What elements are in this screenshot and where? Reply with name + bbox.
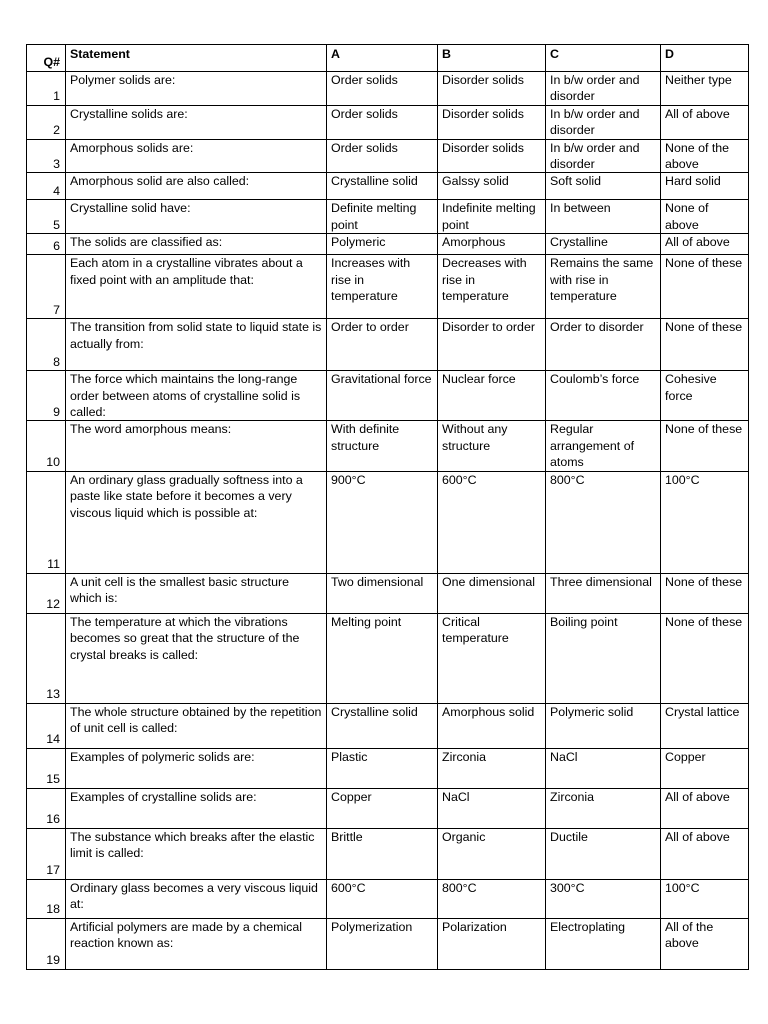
question-number: 15 [27, 748, 66, 788]
option-c: Zirconia [546, 788, 661, 828]
option-c: Three dimensional [546, 573, 661, 613]
option-b: Polarization [438, 918, 546, 969]
question-row [27, 371, 749, 421]
question-statement: Amorphous solid are also called: [66, 173, 327, 200]
question-row [27, 613, 749, 703]
option-a: Crystalline solid [327, 703, 438, 748]
question-row [27, 879, 749, 918]
header-option-c: C [546, 45, 661, 72]
question-row [27, 703, 749, 748]
question-row [27, 173, 749, 200]
option-c: In b/w order and disorder [546, 72, 661, 106]
question-statement: Examples of polymeric solids are: [66, 748, 327, 788]
question-row [27, 573, 749, 613]
option-a: Definite melting point [327, 200, 438, 234]
option-b: Disorder to order [438, 319, 546, 371]
option-b: Nuclear force [438, 371, 546, 421]
option-c: Polymeric solid [546, 703, 661, 748]
option-d: None of these [661, 573, 749, 613]
question-row [27, 918, 749, 969]
option-a: 600°C [327, 879, 438, 918]
option-a: Order solids [327, 72, 438, 106]
option-c: Crystalline [546, 234, 661, 255]
question-number: 3 [27, 139, 66, 173]
option-a: Increases with rise in temperature [327, 255, 438, 319]
question-number: 9 [27, 371, 66, 421]
question-row [27, 748, 749, 788]
header-row [27, 45, 749, 72]
question-statement: An ordinary glass gradually softness into a paste like state before it becomes a very viscous liquid which is possible at: [66, 471, 327, 573]
question-statement: The force which maintains the long-range order between atoms of crystalline solid is called: [66, 371, 327, 421]
header-option-d: D [661, 45, 749, 72]
option-c: In b/w order and disorder [546, 105, 661, 139]
option-b: One dimensional [438, 573, 546, 613]
option-c: Soft solid [546, 173, 661, 200]
option-c: Regular arrangement of atoms [546, 421, 661, 471]
question-number: 1 [27, 72, 66, 106]
question-number: 17 [27, 828, 66, 879]
question-statement: A unit cell is the smallest basic structure which is: [66, 573, 327, 613]
option-c: NaCl [546, 748, 661, 788]
question-row [27, 72, 749, 106]
option-b: Amorphous solid [438, 703, 546, 748]
question-row [27, 234, 749, 255]
header-statement: Statement [66, 45, 327, 72]
option-c: Order to disorder [546, 319, 661, 371]
option-d: All of the above [661, 918, 749, 969]
question-row [27, 471, 749, 573]
option-b: Zirconia [438, 748, 546, 788]
question-row [27, 828, 749, 879]
question-statement: Examples of crystalline solids are: [66, 788, 327, 828]
question-row [27, 105, 749, 139]
question-statement: The solids are classified as: [66, 234, 327, 255]
question-number: 13 [27, 613, 66, 703]
question-statement: Each atom in a crystalline vibrates about a fixed point with an amplitude that: [66, 255, 327, 319]
question-number: 16 [27, 788, 66, 828]
option-b: Organic [438, 828, 546, 879]
option-a: With definite structure [327, 421, 438, 471]
option-a: Copper [327, 788, 438, 828]
option-d: Crystal lattice [661, 703, 749, 748]
question-number: 19 [27, 918, 66, 969]
option-d: Copper [661, 748, 749, 788]
question-statement: The transition from solid state to liquid state is actually from: [66, 319, 327, 371]
question-statement: Polymer solids are: [66, 72, 327, 106]
option-d: All of above [661, 788, 749, 828]
option-c: Remains the same with rise in temperature [546, 255, 661, 319]
option-c: Ductile [546, 828, 661, 879]
question-statement: Artificial polymers are made by a chemical reaction known as: [66, 918, 327, 969]
option-c: In b/w order and disorder [546, 139, 661, 173]
option-b: 600°C [438, 471, 546, 573]
question-statement: Amorphous solids are: [66, 139, 327, 173]
option-d: Hard solid [661, 173, 749, 200]
question-row [27, 139, 749, 173]
option-a: 900°C [327, 471, 438, 573]
header-option-a: A [327, 45, 438, 72]
option-c: Boiling point [546, 613, 661, 703]
option-b: Disorder solids [438, 105, 546, 139]
question-number: 6 [27, 234, 66, 255]
option-d: 100°C [661, 471, 749, 573]
option-a: Order solids [327, 139, 438, 173]
option-a: Order solids [327, 105, 438, 139]
option-d: All of above [661, 234, 749, 255]
question-number: 14 [27, 703, 66, 748]
question-row [27, 255, 749, 319]
header-option-b: B [438, 45, 546, 72]
option-a: Brittle [327, 828, 438, 879]
option-a: Order to order [327, 319, 438, 371]
option-d: All of above [661, 105, 749, 139]
option-b: Critical temperature [438, 613, 546, 703]
question-statement: The temperature at which the vibrations becomes so great that the structure of the crystal breaks is called: [66, 613, 327, 703]
option-b: Indefinite melting point [438, 200, 546, 234]
option-b: Disorder solids [438, 139, 546, 173]
option-a: Plastic [327, 748, 438, 788]
option-d: Neither type [661, 72, 749, 106]
option-b: NaCl [438, 788, 546, 828]
question-row [27, 200, 749, 234]
option-b: 800°C [438, 879, 546, 918]
question-statement: Crystalline solid have: [66, 200, 327, 234]
option-c: Coulomb’s force [546, 371, 661, 421]
option-c: 800°C [546, 471, 661, 573]
option-d: None of these [661, 421, 749, 471]
header-qnum: Q# [27, 45, 66, 72]
option-a: Polymerization [327, 918, 438, 969]
option-c: Electroplating [546, 918, 661, 969]
question-statement: Crystalline solids are: [66, 105, 327, 139]
question-number: 8 [27, 319, 66, 371]
option-b: Amorphous [438, 234, 546, 255]
question-row [27, 421, 749, 471]
option-d: None of these [661, 319, 749, 371]
question-statement: The whole structure obtained by the repetition of unit cell is called: [66, 703, 327, 748]
option-d: None of these [661, 613, 749, 703]
option-a: Gravitational force [327, 371, 438, 421]
question-number: 7 [27, 255, 66, 319]
question-statement: The substance which breaks after the elastic limit is called: [66, 828, 327, 879]
question-statement: Ordinary glass becomes a very viscous liquid at: [66, 879, 327, 918]
question-number: 5 [27, 200, 66, 234]
option-b: Without any structure [438, 421, 546, 471]
question-number: 4 [27, 173, 66, 200]
question-number: 2 [27, 105, 66, 139]
option-c: In between [546, 200, 661, 234]
mcq-table [26, 44, 749, 970]
option-d: None of the above [661, 139, 749, 173]
option-c: 300°C [546, 879, 661, 918]
option-a: Crystalline solid [327, 173, 438, 200]
question-statement: The word amorphous means: [66, 421, 327, 471]
option-a: Two dimensional [327, 573, 438, 613]
question-row [27, 788, 749, 828]
option-d: 100°C [661, 879, 749, 918]
option-a: Polymeric [327, 234, 438, 255]
option-d: None of these [661, 255, 749, 319]
option-d: None of above [661, 200, 749, 234]
option-b: Galssy solid [438, 173, 546, 200]
question-number: 12 [27, 573, 66, 613]
option-a: Melting point [327, 613, 438, 703]
question-number: 18 [27, 879, 66, 918]
option-d: All of above [661, 828, 749, 879]
question-row [27, 319, 749, 371]
option-b: Decreases with rise in temperature [438, 255, 546, 319]
option-b: Disorder solids [438, 72, 546, 106]
question-number: 10 [27, 421, 66, 471]
option-d: Cohesive force [661, 371, 749, 421]
question-number: 11 [27, 471, 66, 573]
